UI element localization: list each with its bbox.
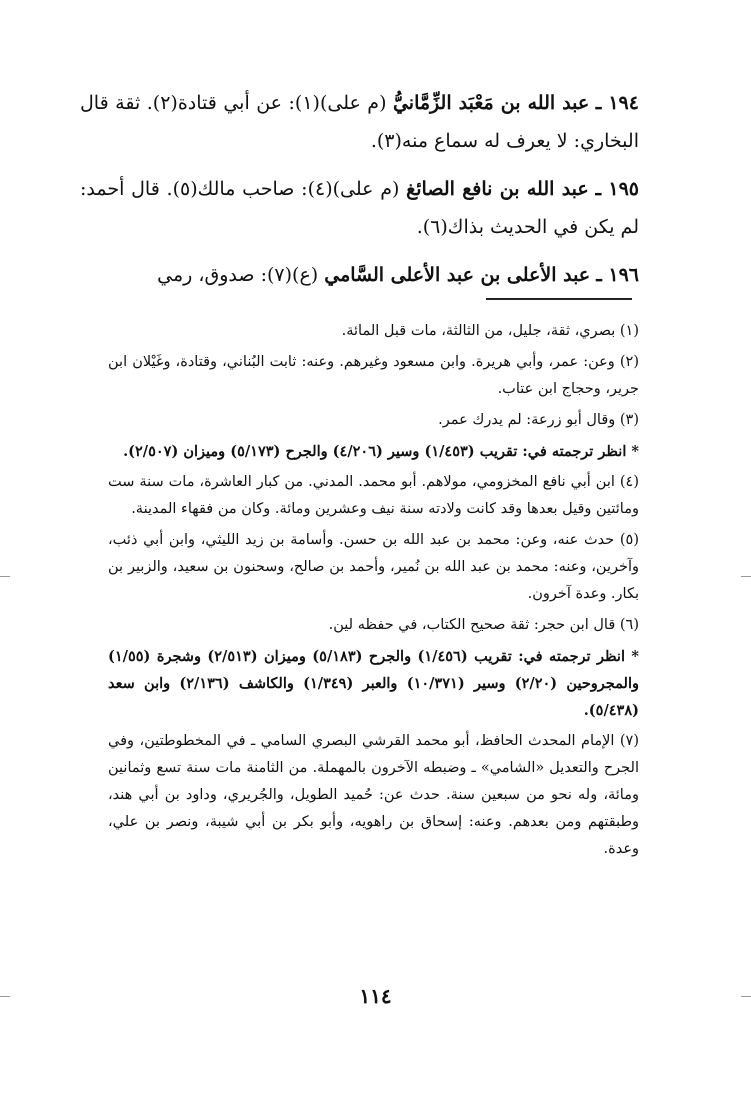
entry-name: عبد الأعلى بن عبد الأعلى السَّامي	[324, 264, 591, 286]
entry-194	[80, 84, 639, 160]
source-reference: * انظر ترجمته في: تقريب (١/٤٥٣) وسير (٤/٢٠٦) والجرح (٥/١٧٣) وميزان (٢/٥٠٧).	[123, 443, 639, 460]
page-number: ١١٤	[359, 984, 392, 1008]
entry-name: عبد الله بن نافع الصائغ	[406, 178, 589, 200]
footnote-7: (٧) الإمام المحدث الحافظ، أبو محمد القرشي البصري السامي ـ في المخطوطتين، وفي الجرح والتعديل «الشامي» ـ وضبطه الآخرون بالمهملة. من الثامنة مات سنة تسع وثمانين ومائة، وله نحو من سبعين سنة. حدث عن: حُميد الطويل، والجُريري، وداود بن أبي هند، وطبقتهم ومن بعدهم. وعنه: إسحاق بن راهويه، وأبو بكر بن أبي شيبة، ونصر بن علي، وعدة.	[108, 733, 639, 857]
footnote-2: (٢) وعن: عمر، وأبي هريرة. وابن مسعود وغيرهم. وعنه: ثابت البُناني، وقتادة، وغَيْلان ابن جرير، وحجاج ابن عتاب.	[108, 354, 639, 397]
entry-196	[80, 256, 639, 294]
entry-number: ١٩٥ ـ	[595, 178, 639, 200]
entry-text: (م على)(١): عن أبي قتادة(٢). ثقة قال البخاري: لا يعرف له سماع منه(٣).	[80, 92, 639, 152]
entry-text: (م على)(٤): صاحب مالك(٥). قال أحمد: لم يكن في الحديث بذاك(٦).	[80, 178, 639, 238]
entry-text: (ع)(٧): صدوق، رمي	[157, 264, 319, 286]
entry-number: ١٩٦ ـ	[596, 264, 639, 286]
biography-entries	[80, 84, 639, 304]
entry-number: ١٩٤ ـ	[595, 92, 639, 114]
footnote-6: (٦) قال ابن حجر: ثقة صحيح الكتاب، في حفظه لين.	[328, 617, 639, 633]
scan-mark	[741, 996, 751, 997]
entry-name: عبد الله بن مَعْبَد الزِّمَّانيُّ	[392, 92, 590, 114]
footnote-3: (٣) وقال أبو زرعة: لم يدرك عمر.	[438, 412, 639, 428]
footnote-1: (١) بصري، ثقة، جليل، من الثالثة، مات قبل المائة.	[341, 323, 639, 339]
scan-mark	[0, 996, 10, 997]
entry-195	[80, 170, 639, 246]
footnote-divider	[486, 298, 632, 300]
scan-mark	[741, 576, 751, 577]
footnote-5: (٥) حدث عنه، وعن: محمد بن عبد الله بن حسن. وأسامة بن زيد الليثي، وابن أبي ذئب، وآخرين، وعنه: محمد بن عبد الله بن نُمير، وأحمد بن صالح، وسحنون بن سعيد، والزبير بن بكار. وعدة آخرون.	[108, 532, 639, 602]
footnotes	[108, 318, 639, 867]
source-reference: * انظر ترجمته في: تقريب (١/٤٥٦) والجرح (٥/١٨٣) وميزان (٢/٥١٣) وشجرة (١/٥٥) والمجروحين (٢/٢٠) وسير (١٠/٣٧١) والعبر (١/٣٤٩) والكاشف (٢/١٣٦) وابن سعد (٥/٤٣٨).	[108, 648, 639, 719]
scan-mark	[0, 576, 10, 577]
footnote-4: (٤) ابن أبي نافع المخزومي، مولاهم. أبو محمد. المدني. من كبار العاشرة، مات سنة ست ومائتين وقيل بعدها وقد كانت ولادته سنة نيف وعشرين ومائة. وكان من فقهاء المدينة.	[108, 474, 639, 517]
